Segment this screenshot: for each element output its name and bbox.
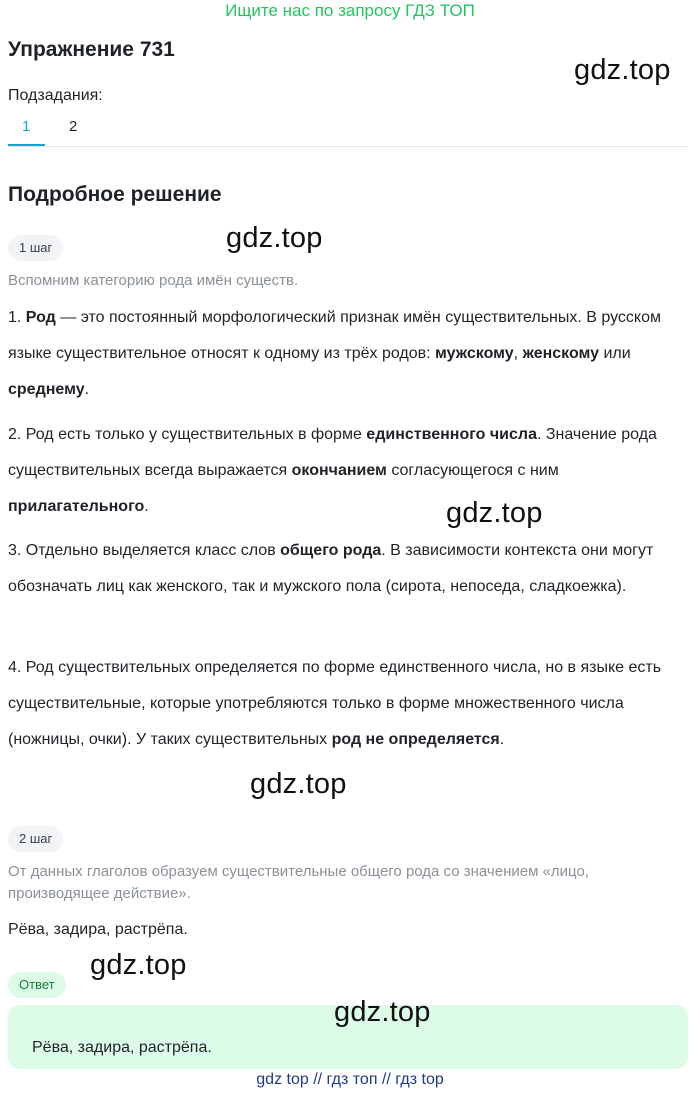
paragraph-2: 2. Род есть только у существительных в форме единственного числа. Значение рода существительных всегда выражается окончанием согласующегося с ним прилагательного. [8, 426, 657, 515]
section-title: Подробное решение [8, 183, 222, 206]
footer-links: gdz top // гдз топ // гдз top [256, 1071, 444, 1088]
active-tab-indicator [8, 144, 45, 146]
top-banner: Ищите нас по запросу ГДЗ ТОП [225, 1, 475, 20]
watermark: gdz.top [250, 768, 347, 800]
step-badge: 1 шаг [8, 235, 63, 261]
watermark: gdz.top [446, 497, 543, 529]
step-badge: 2 шаг [8, 826, 63, 852]
tab-subtask-2[interactable]: 2 [69, 118, 78, 135]
paragraph-4: 4. Род существительных определяется по форме единственного числа, но в языке есть существительные, которые употребляются только в форме множественного числа (ножницы, очки). У таких существительных род не определяется. [8, 659, 662, 748]
watermark: gdz.top [334, 996, 431, 1028]
paragraph-3: 3. Отдельно выделяется класс слов общего рода. В зависимости контекста они могут обозначать лиц как женского, так и мужского пола (сирота, непоседа, сладкоежка). [8, 542, 654, 595]
page-title: Упражнение 731 [8, 38, 175, 61]
tab-subtask-1[interactable]: 1 [22, 118, 31, 135]
watermark: gdz.top [90, 949, 187, 981]
subtask-tabs [8, 112, 688, 147]
watermark: gdz.top [574, 54, 671, 86]
step-text: Рёва, задира, растрёпа. [8, 921, 188, 938]
answer-badge: Ответ [8, 972, 66, 998]
subtasks-label: Подзадания: [8, 87, 103, 104]
step-hint: От данных глаголов образуем существительные общего рода со значением «лицо, производящее действие». [8, 863, 589, 902]
paragraph-1: 1. Род — это постоянный морфологический признак имён существительных. В русском языке существительное относят к одному из трёх родов: мужскому, женскому или среднему. [8, 309, 661, 398]
watermark: gdz.top [226, 222, 323, 254]
answer-text: Рёва, задира, растрёпа. [32, 1039, 212, 1056]
step-hint: Вспомним категорию рода имён существ. [8, 272, 299, 289]
